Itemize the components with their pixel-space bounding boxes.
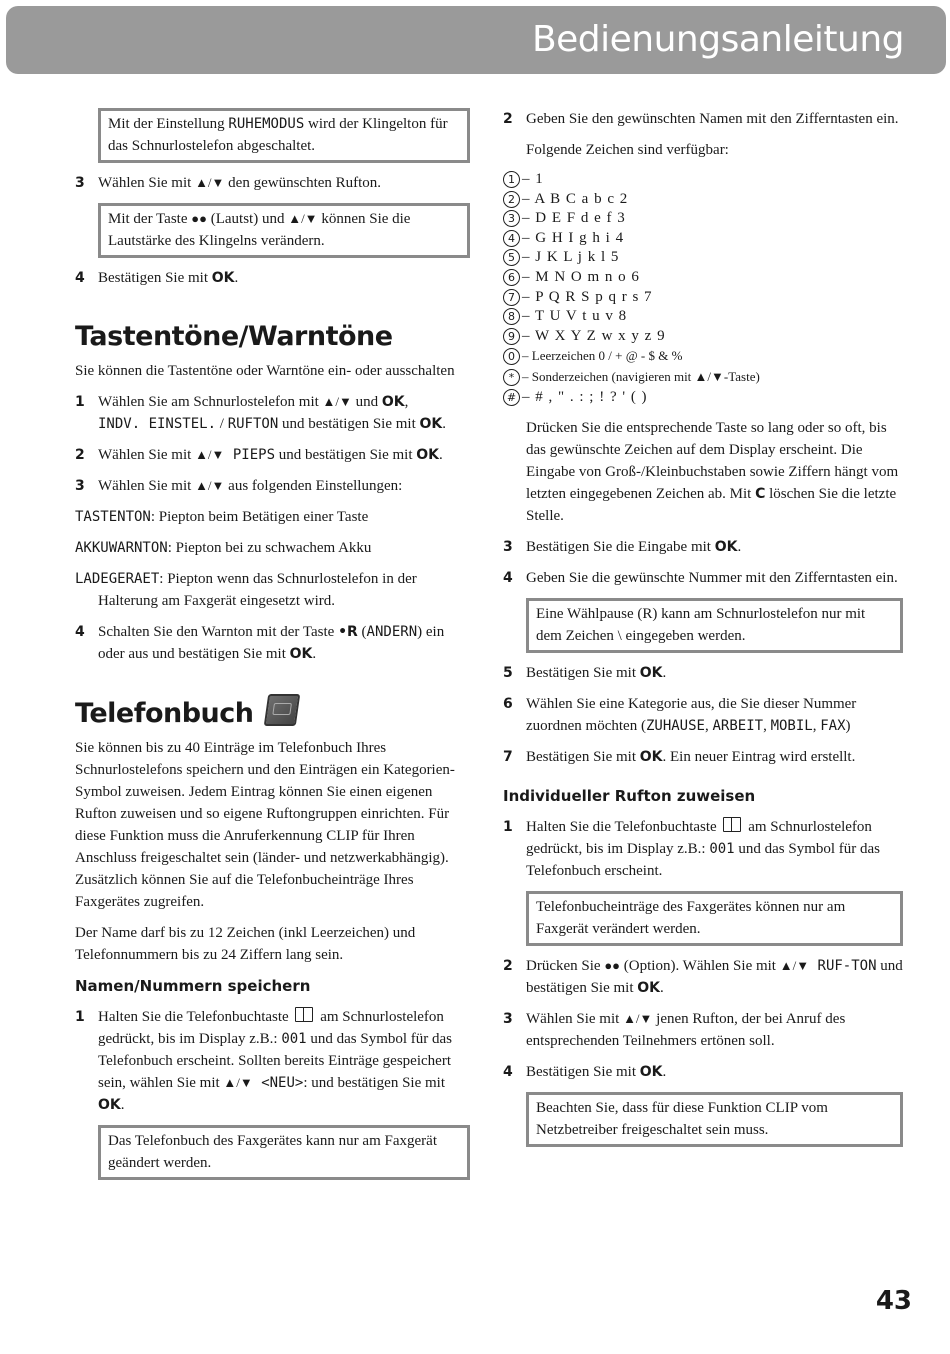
definition-text: : Piepton wenn das Schnurlostelefon in der Halterung am Faxgerät eingesetzt wird.: [98, 571, 417, 609]
char-list: [503, 170, 903, 407]
step-text: .: [662, 665, 667, 682]
key-6-icon: 6: [503, 269, 520, 286]
char-text: – P Q R S p q r s 7: [522, 288, 653, 305]
step-text: .: [737, 539, 742, 556]
char-text: – A B C a b c 2: [522, 190, 629, 207]
step-text: und das Symbol für das Telefonbuch erscheint. Sollten bereits Einträge gespeichert sein, wählen Sie mit: [98, 1031, 453, 1091]
ok-key: OK: [639, 1064, 663, 1081]
step-text: (Option). Wählen Sie mit: [620, 958, 780, 975]
display-code: TASTENTON: [75, 509, 151, 525]
display-code: ANDERN: [366, 624, 418, 640]
step-text: Schalten Sie den Warnton mit der Taste: [98, 624, 339, 640]
step-number: 3: [75, 175, 85, 191]
step-number: 3: [503, 1011, 513, 1028]
step-text: ,: [812, 718, 821, 735]
step-text: Drücken Sie: [526, 958, 605, 975]
softkey-dots-icon: ●●: [604, 958, 621, 974]
step-number: 4: [75, 624, 85, 640]
ok-key: OK: [637, 980, 660, 997]
step-text: Bestätigen Sie die Eingabe mit: [526, 539, 715, 556]
step-6: [503, 693, 903, 737]
step-3: [503, 1008, 903, 1052]
ok-key: OK: [381, 394, 405, 410]
key-4-icon: 4: [503, 230, 520, 247]
char-text: – W X Y Z w x y z 9: [522, 327, 666, 344]
note-lautst: [98, 203, 470, 258]
key-3-icon: 3: [503, 210, 520, 227]
step-text: .: [662, 1064, 667, 1081]
telefonbuch-paragraph: Sie können bis zu 40 Einträge im Telefonbuch Ihres Schnurlostelefons speichern und den Einträgen ein Kategorien-Symbol zuweisen. Jedem Eintrag können Sie einen eigenen Rufton zuweisen und so eigene Ruftongruppen einrichten. Für diese Funktion muss die Anruferkennung CLIP für Ihren Anschluss freigeschaltet sein (länder- und netzwerkabhängig). Zusätzlich können Sie auf die Telefonbucheinträge Ihres Faxgerätes zugreifen.: [75, 740, 455, 910]
step-2: [503, 955, 903, 999]
step-text: ): [845, 718, 851, 735]
step-text: Wählen Sie mit: [98, 175, 196, 191]
step-text: Geben Sie die gewünschte Nummer mit den Zifferntasten ein.: [526, 570, 898, 587]
arrow-keys-icon: ▲/▼: [195, 478, 225, 493]
telefonbuch-paragraph: Der Name darf bis zu 12 Zeichen (inkl Leerzeichen) und Telefonnummern bis zu 24 Ziffern lang sein.: [75, 925, 416, 963]
arrow-keys-icon: ▲/▼: [779, 958, 810, 974]
note-text: Mit der Taste: [108, 211, 192, 227]
paragraph-text: löschen Sie die letzte Stelle.: [526, 486, 897, 525]
arrow-keys-icon: ▲/▼: [195, 447, 225, 462]
display-code: RUF-TON: [809, 958, 877, 975]
ok-key: OK: [416, 447, 439, 463]
step-text: Wählen Sie eine Kategorie aus, die Sie dieser Nummer zuordnen möchten (: [526, 696, 857, 735]
step-text: Bestätigen Sie mit: [98, 270, 212, 286]
display-code: 001: [281, 1031, 307, 1047]
key-2-icon: 2: [503, 191, 520, 208]
step-number: 1: [503, 819, 513, 836]
ok-key: OK: [639, 749, 663, 766]
step-text: .: [120, 1097, 125, 1113]
step-text: .: [312, 646, 317, 662]
step-text: ,: [763, 718, 771, 735]
step-text: ) ein oder aus und bestätigen Sie mit: [98, 624, 445, 662]
arrow-keys-icon: ▲/▼: [223, 1075, 253, 1090]
step-1: [75, 391, 470, 435]
key-1-icon: 1: [503, 171, 520, 188]
step-number: 2: [503, 958, 513, 975]
display-code: 001: [709, 841, 735, 858]
display-code: INDV. EINSTEL.: [98, 416, 217, 432]
step-text: Bestätigen Sie mit: [526, 665, 640, 682]
step-number: 3: [503, 539, 513, 556]
step-2: [75, 444, 470, 466]
step-text: Wählen Sie am Schnurlostelefon mit: [98, 394, 323, 410]
step-text: am Schnurlostelefon gedrückt, bis im Display z.B.:: [98, 1009, 444, 1047]
step-text: ,: [704, 718, 713, 735]
step-3: [75, 172, 470, 194]
ok-key: OK: [289, 646, 313, 662]
step-number: 1: [75, 1009, 85, 1025]
char-text: – J K L j k l 5: [522, 249, 620, 266]
step-text: Bestätigen Sie mit: [526, 1064, 640, 1081]
ok-key: OK: [419, 416, 443, 432]
step-text: den gewünschten Rufton.: [224, 175, 382, 191]
page-header: [6, 6, 946, 74]
left-column: [75, 108, 470, 1189]
char-row: [503, 248, 903, 268]
step-4: [75, 621, 470, 665]
section-title-tastentoene: Tastentöne/Warntöne: [75, 321, 393, 352]
display-code: LADEGERAET: [75, 571, 160, 587]
section-intro: Sie können die Tastentöne oder Warntöne ein- oder ausschalten: [75, 363, 455, 379]
step-number: 6: [503, 696, 513, 713]
step-5: [503, 662, 903, 684]
step-text: und bestätigen Sie mit: [275, 447, 417, 463]
display-code: RUHEMODUS: [228, 116, 305, 132]
page-number: 43: [875, 1286, 912, 1316]
step-2: [503, 108, 903, 130]
paragraph-text: Drücken Sie die entsprechende Taste so lang oder so oft, bis das gewünschte Zeichen auf dem Display erscheint. Die Eingabe von Groß-/Kleinbuchstaben sowie Ziffern hängt vom letzten eingegebenen Zeichen ab. Mit: [526, 420, 899, 503]
definition-item: [75, 506, 470, 528]
ok-key: OK: [639, 665, 663, 682]
key-9-icon: 9: [503, 328, 520, 345]
section-title-telefonbuch: [75, 694, 470, 731]
c-key: C: [755, 486, 766, 503]
step-number: 5: [503, 665, 513, 682]
definition-text: : Piepton beim Betätigen einer Taste: [150, 509, 369, 525]
char-text: – G H I g h i 4: [522, 229, 625, 246]
ok-key: OK: [98, 1097, 121, 1113]
char-row: [503, 190, 903, 210]
step-4: [503, 1061, 903, 1083]
right-column: [503, 108, 903, 1156]
press-paragraph: [526, 417, 903, 527]
step-text: (: [357, 624, 367, 640]
char-text: – 1: [522, 171, 544, 187]
note-ruhemodus: [98, 108, 470, 163]
step-text: .: [234, 270, 239, 286]
display-code: AKKUWARNTON: [75, 540, 168, 556]
step-1: [503, 816, 903, 882]
key-star-icon: *: [503, 369, 520, 386]
char-text: – T U V t u v 8: [522, 308, 628, 325]
step-text: jenen Rufton, der bei Anruf des entsprechenden Teilnehmers ertönen soll.: [526, 1011, 846, 1050]
char-text: – # , " . : ; ! ? ' ( ): [522, 388, 648, 405]
step-text: Halten Sie die Telefonbuchtaste: [98, 1009, 293, 1025]
definition-item: [75, 568, 470, 612]
r-key: •R: [338, 624, 358, 640]
key-7-icon: 7: [503, 289, 520, 306]
ok-key: OK: [714, 539, 738, 556]
note-text: Mit der Einstellung: [108, 116, 229, 132]
arrow-keys-icon: ▲/▼: [322, 394, 352, 409]
subsection-title: Namen/Nummern speichern: [75, 977, 311, 995]
softkey-dots-icon: ●●: [191, 211, 207, 226]
step-text: am Schnurlostelefon gedrückt, bis im Display z.B.:: [526, 819, 872, 858]
step-text: Bestätigen Sie mit: [526, 749, 640, 766]
step-text: Halten Sie die Telefonbuchtaste: [526, 819, 721, 836]
step-text: /: [216, 416, 228, 432]
key-8-icon: 8: [503, 308, 520, 325]
category-mobil: MOBIL: [770, 718, 813, 735]
char-row: [503, 307, 903, 327]
step-3: [503, 536, 903, 558]
char-row: [503, 268, 903, 288]
category-fax: FAX: [820, 718, 846, 735]
step-number: 3: [75, 478, 85, 494]
step-text: Wählen Sie mit: [98, 447, 196, 463]
step-text: ,: [404, 394, 409, 410]
section-title-text: Telefonbuch: [75, 698, 254, 729]
step-text: Wählen Sie mit: [526, 1011, 624, 1028]
note-waehlpause: Eine Wählpause (R) kann am Schnurlostelefon nur mit dem Zeichen \ eingegeben werden.: [526, 598, 903, 653]
step-number: 7: [503, 749, 513, 766]
char-text: – M N O m n o 6: [522, 268, 640, 285]
char-row: [503, 388, 903, 408]
step-7: [503, 746, 903, 768]
arrow-keys-icon: ▲/▼: [195, 175, 225, 190]
category-arbeit: ARBEIT: [712, 718, 764, 735]
available-chars-label: Folgende Zeichen sind verfügbar:: [526, 142, 729, 158]
display-code: RUFTON: [227, 416, 279, 432]
category-zuhause: ZUHAUSE: [645, 718, 705, 735]
step-text: Wählen Sie mit: [98, 478, 196, 494]
step-text: .: [438, 447, 443, 463]
definition-item: [75, 537, 470, 559]
step-number: 1: [75, 394, 85, 410]
step-text: und das Symbol für das Telefonbuch erscheint.: [526, 841, 881, 880]
step-text: aus folgenden Einstellungen:: [224, 478, 403, 494]
char-row: [503, 209, 903, 229]
display-code: <NEU>: [252, 1075, 304, 1091]
header-title: Bedienungsanleitung: [531, 19, 904, 60]
step-4: [503, 567, 903, 589]
step-text: und bestätigen Sie mit: [526, 958, 903, 997]
step-text: .: [442, 416, 446, 432]
step-4: [75, 267, 470, 289]
step-number: 4: [503, 1064, 513, 1081]
step-number: 4: [503, 570, 513, 587]
step-1: [75, 1006, 470, 1116]
key-5-icon: 5: [503, 249, 520, 266]
note-faxgeraet: Das Telefonbuch des Faxgerätes kann nur am Faxgerät geändert werden.: [98, 1125, 470, 1180]
step-number: 4: [75, 270, 85, 286]
definition-text: : Piepton bei zu schwachem Akku: [167, 540, 372, 556]
step-number: 2: [75, 447, 85, 463]
subsection-title: Individueller Rufton zuweisen: [503, 787, 756, 806]
step-number: 2: [503, 111, 513, 127]
char-row: [503, 170, 903, 190]
step-text: : und bestätigen Sie mit: [303, 1075, 445, 1091]
char-text: – D E F d e f 3: [522, 210, 626, 227]
step-text: . Ein neuer Eintrag wird erstellt.: [662, 749, 856, 766]
char-text: – Sonderzeichen (navigieren mit ▲/▼-Taste): [522, 368, 760, 384]
char-row: [503, 346, 903, 367]
step-text: und: [351, 394, 382, 410]
arrow-keys-icon: ▲/▼: [288, 211, 318, 226]
note-text: können Sie die Lautstärke des Klingelns verändern.: [108, 211, 411, 249]
book-icon: [295, 1007, 313, 1022]
note-text: (Lautst) und: [206, 211, 289, 227]
arrow-keys-icon: ▲/▼: [623, 1011, 653, 1027]
key-hash-icon: #: [503, 389, 520, 406]
step-text: Geben Sie den gewünschten Namen mit den Zifferntasten ein.: [526, 111, 899, 127]
char-row: [503, 288, 903, 308]
phonebook-icon: [263, 694, 299, 726]
step-text: .: [659, 980, 664, 997]
key-0-icon: 0: [503, 348, 520, 365]
display-code: PIEPS: [224, 447, 275, 463]
note-telefonbucheintraege: Telefonbucheinträge des Faxgerätes können nur am Faxgerät verändert werden.: [526, 891, 903, 946]
char-row: [503, 327, 903, 347]
note-clip: Beachten Sie, dass für diese Funktion CLIP vom Netzbetreiber freigeschaltet sein muss.: [526, 1092, 903, 1147]
ok-key: OK: [211, 270, 235, 286]
step-3: [75, 475, 470, 497]
char-row: [503, 367, 903, 388]
char-text: – Leerzeichen 0 / + @ - $ & %: [522, 348, 683, 364]
note-text: wird der Klingelton für das Schnurlostelefon abgeschaltet.: [108, 116, 448, 154]
char-row: [503, 229, 903, 249]
step-text: und bestätigen Sie mit: [278, 416, 420, 432]
book-icon: [723, 817, 741, 832]
